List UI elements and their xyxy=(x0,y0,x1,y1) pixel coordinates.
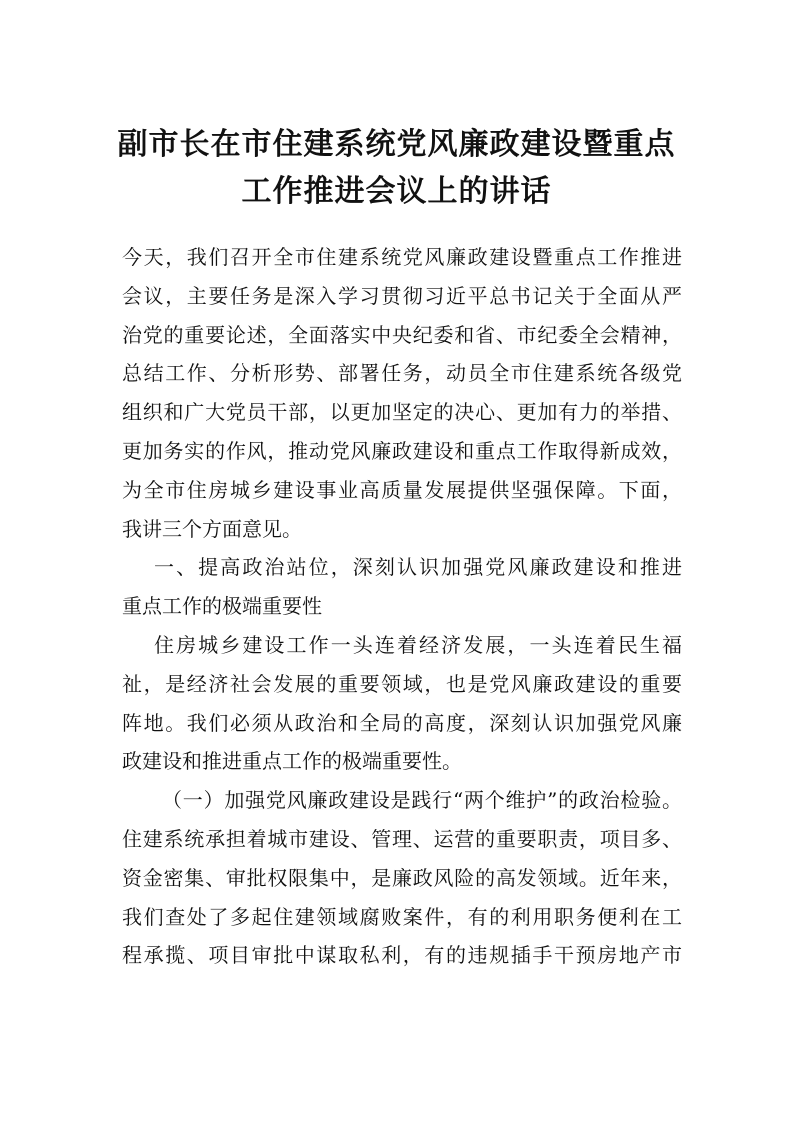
body-line: 住房城乡建设工作一头连着经济发展，一头连着民生福 xyxy=(154,632,682,657)
section-heading-line: 重点工作的极端重要性 xyxy=(122,594,322,619)
body-line: 为全市住房城乡建设事业高质量发展提供坚强保障。下面， xyxy=(122,477,682,502)
body-line: 治党的重要论述，全面落实中央纪委和省、市纪委全会精神， xyxy=(122,322,682,347)
document-body xyxy=(122,238,682,975)
section-heading-line: 一、提高政治站位，深刻认识加强党风廉政建设和推进 xyxy=(154,555,682,580)
body-line: 今天，我们召开全市住建系统党风廉政建设暨重点工作推进 xyxy=(122,245,682,269)
body-line: 我讲三个方面意见。 xyxy=(122,516,302,541)
body-line: 程承揽、项目审批中谋取私利，有的违规插手干预房地产市 xyxy=(122,943,682,968)
body-line: 祉，是经济社会发展的重要领域，也是党风廉政建设的重要 xyxy=(122,671,682,696)
body-line: 住建系统承担着城市建设、管理、运营的重要职责，项目多、 xyxy=(122,826,682,851)
body-line: 会议，主要任务是深入学习贯彻习近平总书记关于全面从严 xyxy=(122,283,682,308)
document-title-line-1: 副市长在市住建系统党风廉政建设暨重点 xyxy=(117,127,676,162)
body-line: 资金密集、审批权限集中，是廉政风险的高发领域。近年来， xyxy=(122,865,682,890)
subsection-heading-line: （一）加强党风廉政建设是践行“两个维护”的政治检验。 xyxy=(162,788,682,813)
body-line: 组织和广大党员干部，以更加坚定的决心、更加有力的举措、 xyxy=(122,400,682,425)
body-line: 阵地。我们必须从政治和全局的高度，深刻认识加强党风廉 xyxy=(122,710,682,735)
body-line: 更加务实的作风，推动党风廉政建设和重点工作取得新成效， xyxy=(122,438,682,463)
body-line: 政建设和推进重点工作的极端重要性。 xyxy=(122,749,462,774)
body-line: 我们查处了多起住建领域腐败案件，有的利用职务便利在工 xyxy=(122,904,682,929)
document-title-line-2: 工作推进会议上的讲话 xyxy=(241,174,552,209)
body-line: 总结工作、分析形势、部署任务，动员全市住建系统各级党 xyxy=(122,361,682,386)
